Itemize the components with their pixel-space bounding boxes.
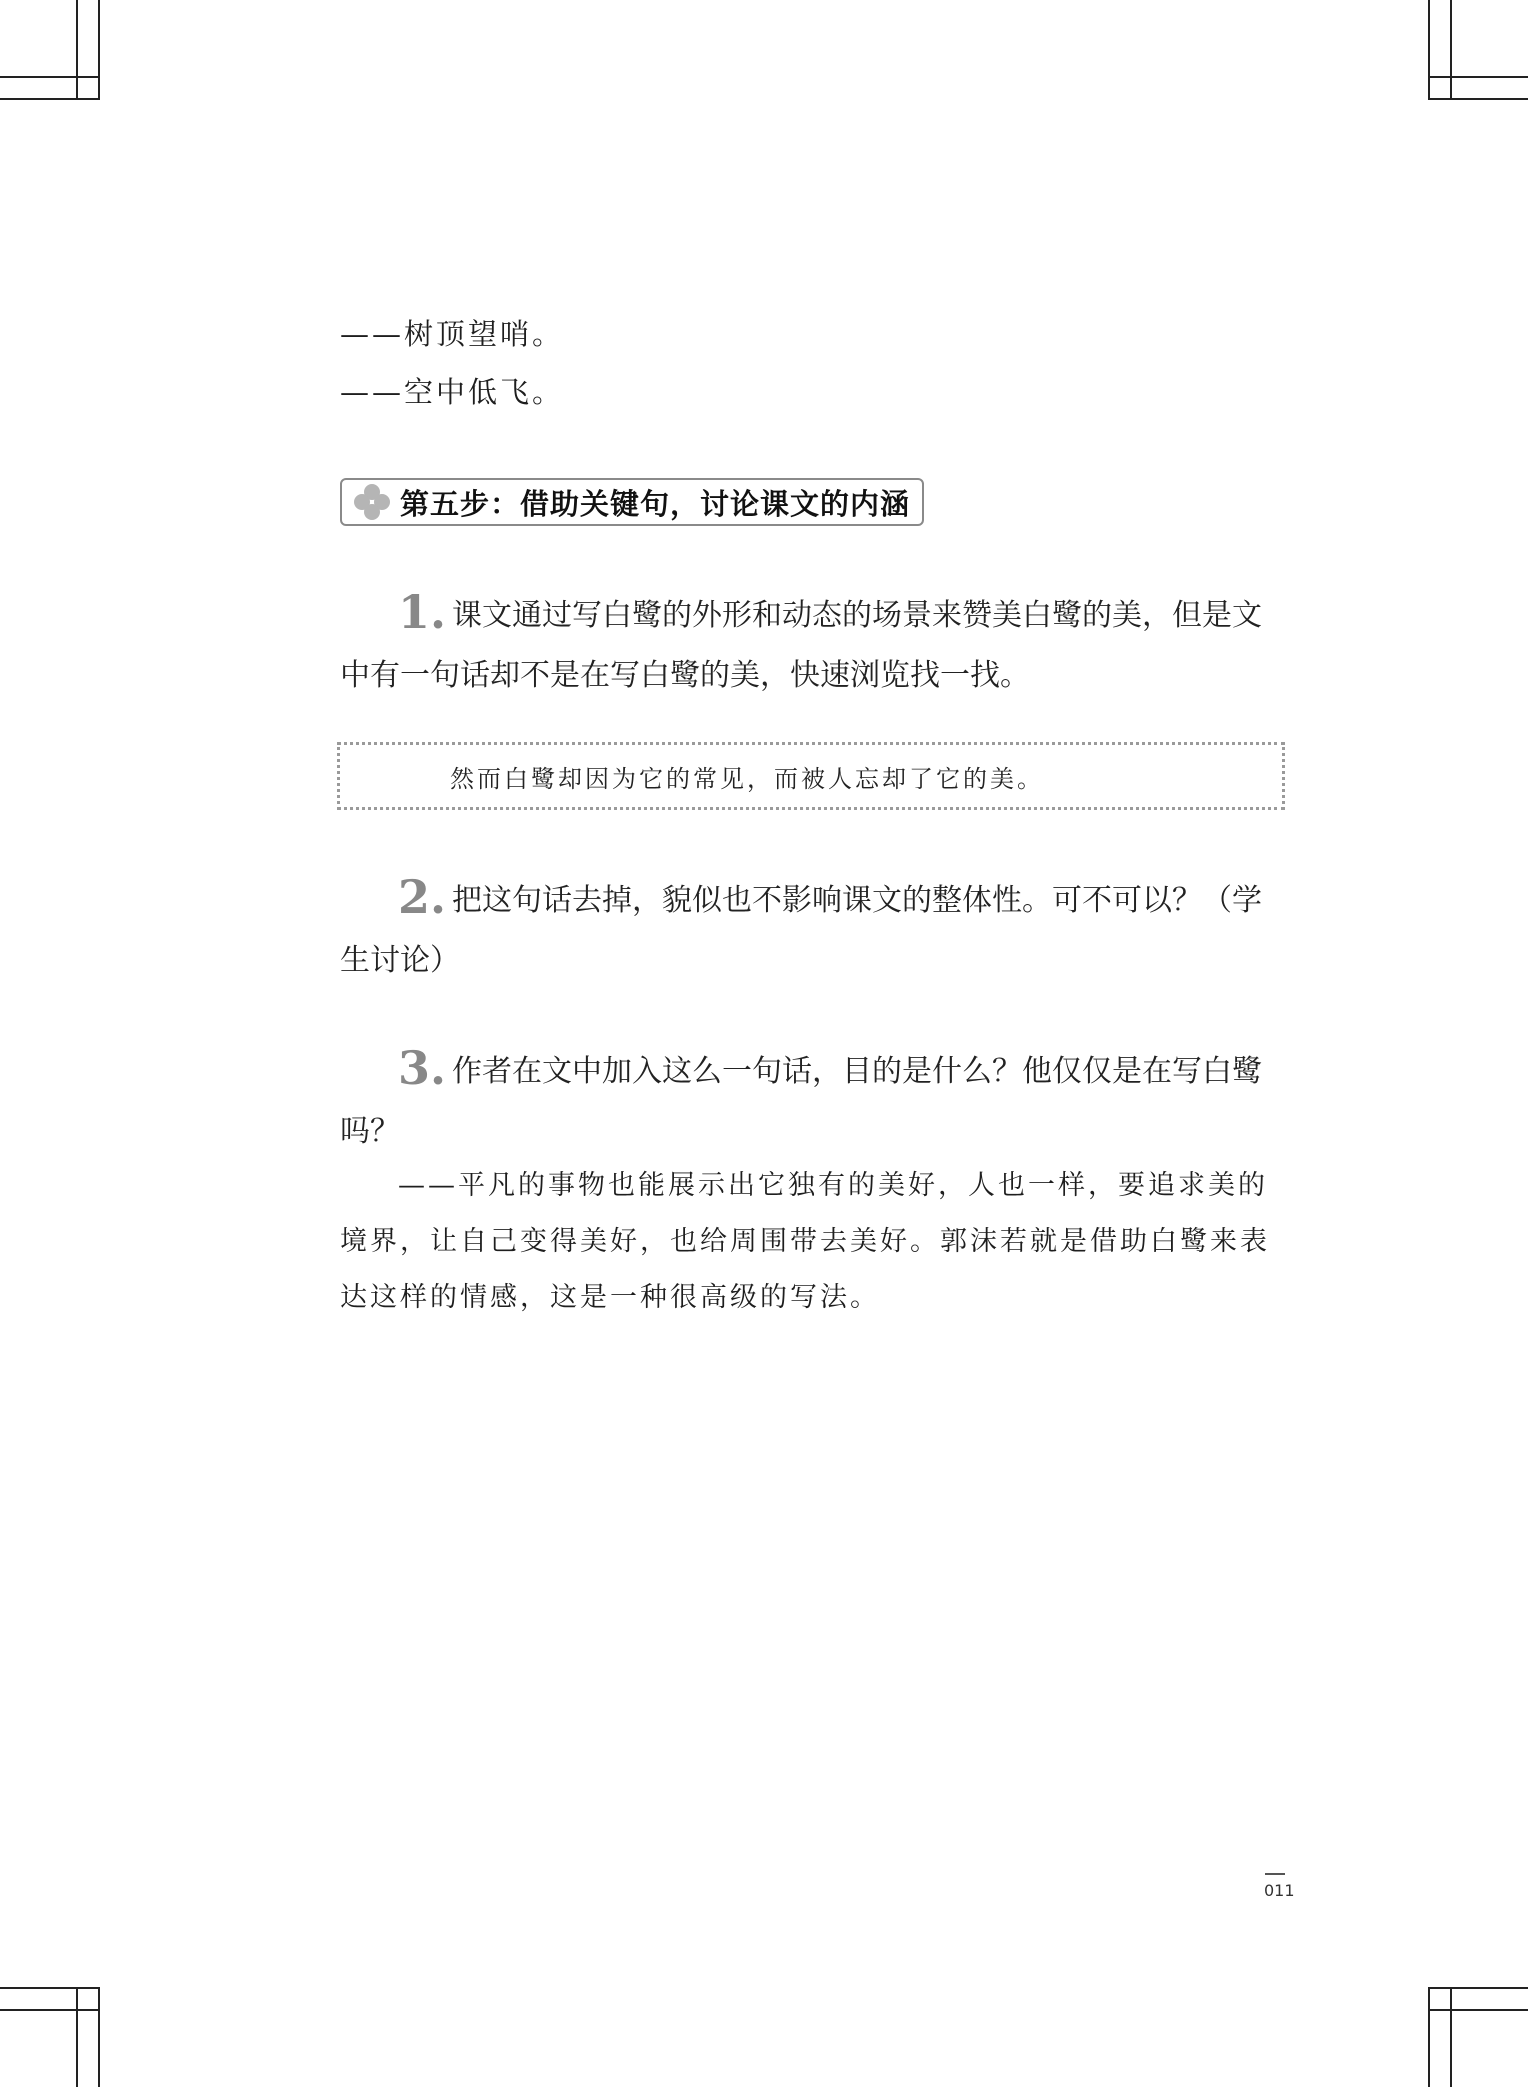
- answer-paragraph: ——平凡的事物也能展示出它独有的美好，人也一样，要追求美的境界，让自己变得美好，也给周围带去美好。郭沫若就是借助白鹭来表达这样的情感，这是一种很高级的写法。: [340, 1170, 1270, 1313]
- crop-mark: [1428, 1987, 1430, 2087]
- question-2: [340, 867, 1286, 991]
- question-number: 2.: [398, 870, 447, 924]
- crop-mark: [76, 1987, 78, 2087]
- crop-mark: [1450, 0, 1452, 100]
- question-3: [340, 1038, 1286, 1162]
- crop-mark: [0, 76, 100, 78]
- clover-icon: [352, 482, 392, 522]
- quote-box: [337, 742, 1285, 810]
- dash-line: ——空中低飞。: [340, 375, 565, 409]
- question-text: 课文通过写白鹭的外形和动态的场景来赞美白鹭的美，但是文中有一句话却不是在写白鹭的美，快速浏览找一找。: [340, 598, 1263, 693]
- crop-mark: [76, 0, 78, 100]
- question-number: 3.: [398, 1041, 447, 1095]
- page-number-rule: [1265, 1873, 1285, 1875]
- dash-line: ——树顶望哨。: [340, 317, 565, 351]
- crop-mark: [1428, 98, 1528, 100]
- question-1: [340, 582, 1286, 706]
- question-text: 作者在文中加入这么一句话，目的是什么？他仅仅是在写白鹭吗？: [340, 1054, 1263, 1149]
- section-title: 第五步：借助关键句，讨论课文的内涵: [400, 486, 911, 521]
- question-text: 把这句话去掉，貌似也不影响课文的整体性。可不可以？（学生讨论）: [340, 883, 1263, 978]
- key-sentence: 然而白鹭却因为它的常见，而被人忘却了它的美。: [450, 764, 1044, 793]
- section-header: [340, 478, 924, 526]
- crop-mark: [1450, 1987, 1452, 2087]
- crop-mark: [98, 0, 100, 100]
- crop-mark: [1428, 2009, 1528, 2011]
- page-footer: [1264, 1873, 1295, 1900]
- question-number: 1.: [398, 585, 447, 639]
- crop-mark: [1428, 1987, 1528, 1989]
- crop-mark: [98, 1987, 100, 2087]
- crop-mark: [0, 98, 100, 100]
- crop-mark: [1428, 76, 1528, 78]
- page-number: 011: [1264, 1881, 1295, 1900]
- crop-mark: [1428, 0, 1430, 100]
- crop-mark: [0, 2009, 100, 2011]
- crop-mark: [0, 1987, 100, 1989]
